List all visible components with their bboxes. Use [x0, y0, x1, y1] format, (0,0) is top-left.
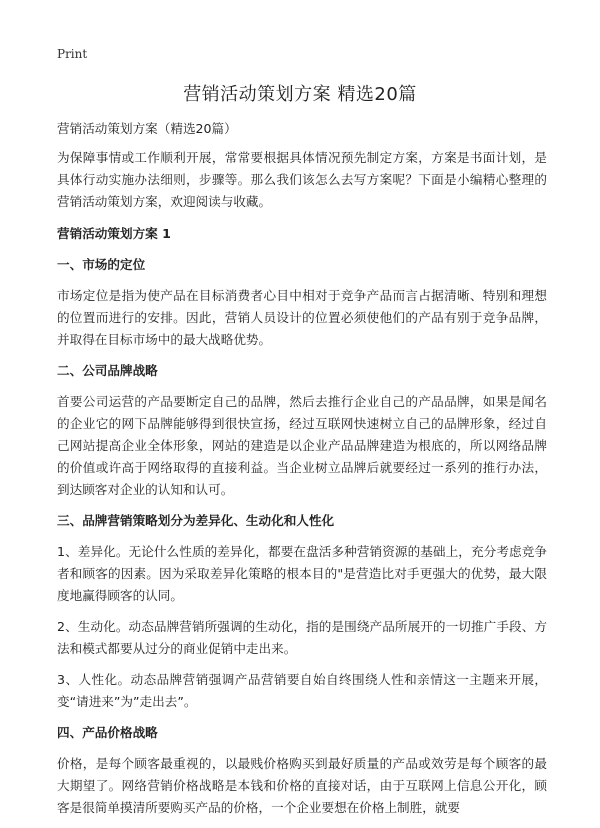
section-paragraph: 1、差异化。无论什么性质的差异化，都要在盘活多种营销资源的基础上，充分考虑竞争者和顾客的因素。因为采取差异化策略的根本目的"是营造比对手更强大的优势，最大限度地赢得顾客的认同。: [57, 544, 547, 603]
section-paragraph: 3、人性化。动态品牌营销强调产品营销要自始自终围绕人性和亲情这一主题来开展，变“请进来”为”走出去”。: [57, 672, 547, 709]
page-title: 营销活动策划方案 精选20篇: [183, 84, 417, 105]
document-body: [57, 118, 547, 828]
plan-heading: 营销活动策划方案 1: [57, 226, 171, 241]
document-subtitle: 营销活动策划方案（精选20篇）: [57, 121, 237, 136]
intro-paragraph: 为保障事情或工作顺利开展，常常要根据具体情况预先制定方案，方案是书面计划，是具体行动实施办法细则，步骤等。那么我们该怎么去写方案呢？下面是小编精心整理的营销活动策划方案，欢迎阅读与收藏。: [57, 150, 547, 209]
section-paragraph: 2、生动化。动态品牌营销所强调的生动化，指的是围绕产品所展开的一切推广手段、方法和模式都要从过分的商业促销中走出来。: [57, 619, 547, 656]
section-heading: 四、产品价格战略: [57, 725, 158, 740]
section-paragraph: 首要公司运营的产品要断定自己的品牌，然后去推行企业自己的产品品牌，如果是闻名的企业它的网下品牌能够得到很快宣扬，经过互联网快速树立自己的品牌形象，经过自己网站提高企业全体形象，网站的建造是以企业产品品牌建造为根底的，所以网络品牌的价值或许高于网络取得的直接利益。当企业树立品牌后就要经过一系列的推行办法，到达顾客对企业的认知和认可。: [57, 394, 547, 497]
print-label: Print: [57, 47, 88, 61]
section-paragraph: 价格，是每个顾客最重视的，以最贱价格购买到最好质量的产品或效劳是每个顾客的最大期望了。网络营销价格战略是本钱和价格的直接对话，由于互联网上信息公开化，顾客是很简单摸清所要购买产品的价格，一个企业要想在价格上制胜，就要: [57, 756, 547, 815]
section-heading: 三、品牌营销策略划分为差异化、生动化和人性化: [57, 513, 335, 528]
section-heading: 二、公司品牌战略: [57, 363, 158, 378]
section-paragraph: 市场定位是指为使产品在目标消费者心目中相对于竞争产品而言占据清晰、特别和理想的位置而进行的安排。因此，营销人员设计的位置必须使他们的产品有别于竞争品牌，并取得在目标市场中的最大战略优势。: [57, 288, 547, 347]
section-heading: 一、市场的定位: [57, 257, 146, 272]
